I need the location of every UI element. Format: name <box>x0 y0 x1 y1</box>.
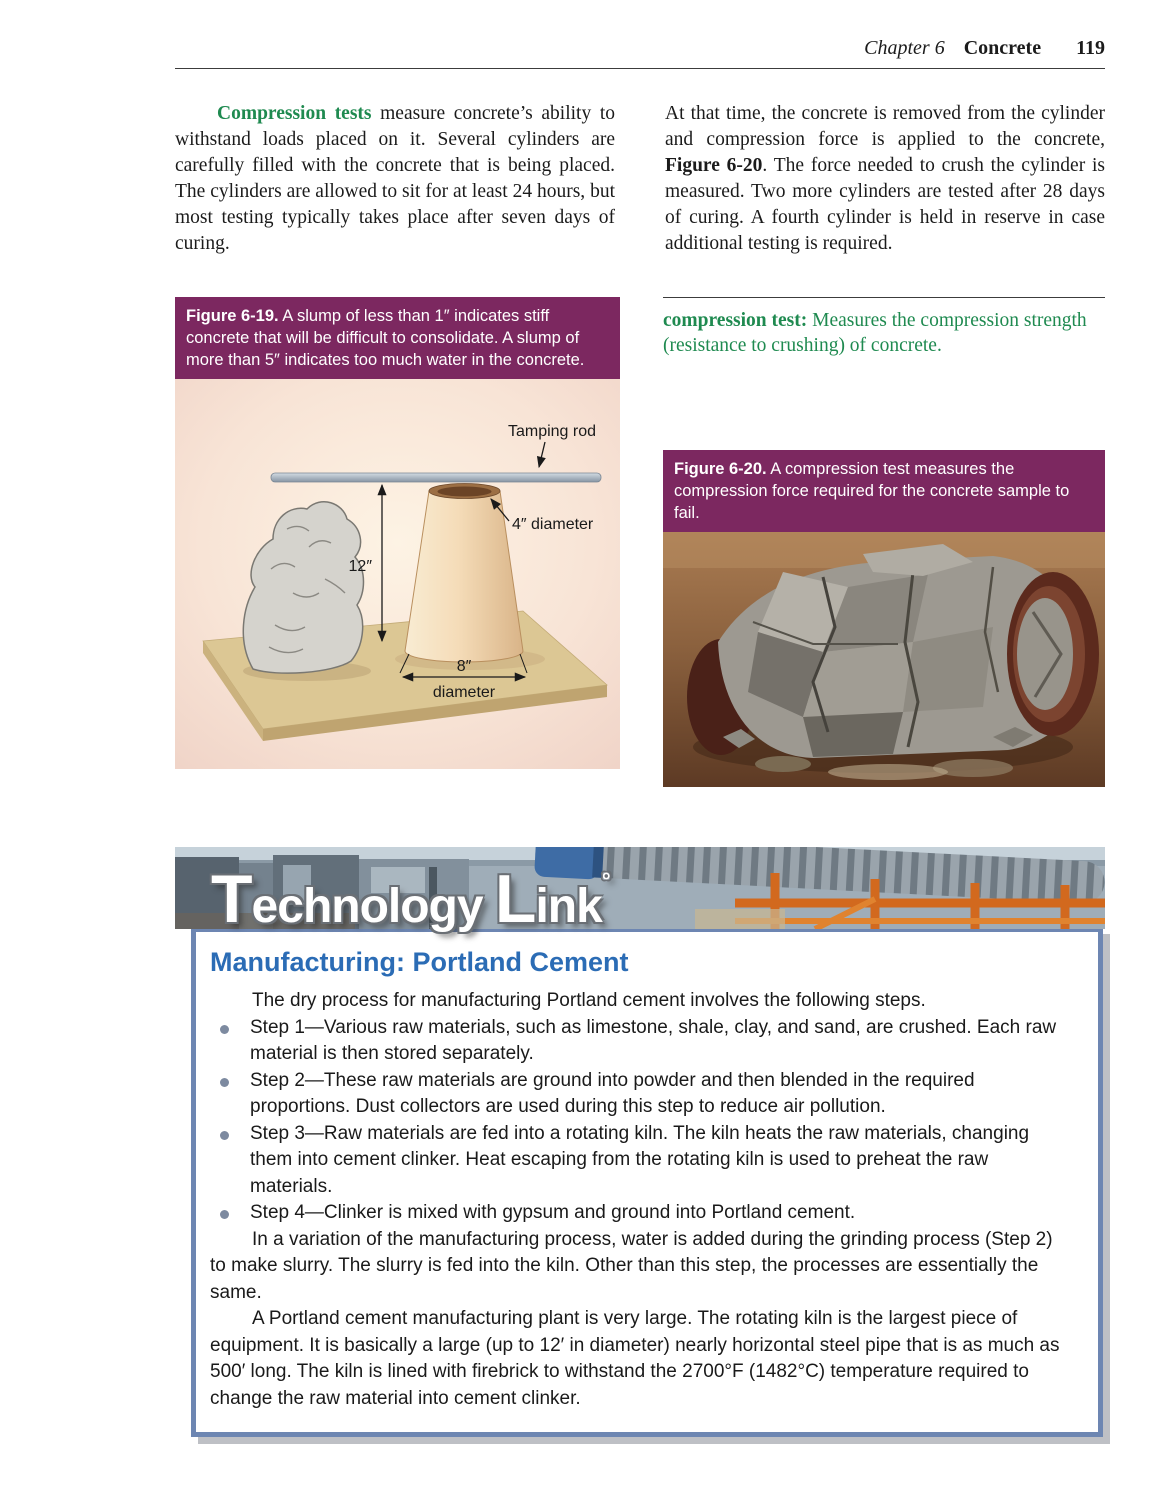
figure-caption-text: A compression test measures the compression force required for the concrete sample to fail. <box>674 460 1070 522</box>
figure-6-20 <box>663 450 1105 787</box>
page-number: 119 <box>1076 37 1105 59</box>
paragraph-compression-tests <box>175 101 615 257</box>
technology-link-banner <box>175 847 1105 937</box>
definition-term: compression test: <box>663 310 808 331</box>
banner-word-echnology: echnology <box>251 880 495 933</box>
technology-link-section <box>175 847 1105 1437</box>
crushed-cylinder-photo <box>663 532 1105 787</box>
chapter-label: Chapter 6 <box>864 37 945 59</box>
figure-reference: Figure 6-20 <box>665 155 763 176</box>
list-item-step-2 <box>210 1068 1068 1121</box>
right-column <box>663 297 1105 787</box>
step-text: Step 2—These raw materials are ground into powder and then blended in the required proportions. Dust collectors are used during this step to reduce air pollution. <box>250 1069 975 1117</box>
crushed-cylinder-image <box>663 532 1105 787</box>
height-label: 12″ <box>348 558 372 575</box>
manufacturing-steps-list <box>210 1015 1068 1227</box>
bottom-diameter-word: diameter <box>432 684 496 701</box>
figures-row <box>175 297 1105 787</box>
top-diameter-label: 4″ diameter <box>512 516 594 533</box>
tech-link-intro: The dry process for manufacturing Portland cement involves the following steps. <box>252 990 926 1011</box>
figure-6-20-caption <box>663 450 1105 532</box>
page-header <box>175 36 1105 60</box>
technology-link-box <box>191 927 1103 1437</box>
paragraph-text: . The force needed to crush the cylinder is measured. Two more cylinders are tested after 28 days of curing. A fourth cylinder is held in reserve in case additional testing is required. <box>665 155 1105 254</box>
tamping-rod <box>271 473 601 482</box>
step-text: Step 3—Raw materials are fed into a rotating kiln. The kiln heats the raw materials, changing them into cement clinker. Heat escaping from the rotating kiln is used to preheat the raw materials. <box>250 1122 1030 1197</box>
tamping-rod-label: Tamping rod <box>507 423 597 440</box>
list-item-step-4 <box>210 1200 1068 1227</box>
paragraph-at-that-time <box>665 101 1105 257</box>
definition-compression-test <box>663 297 1105 358</box>
body-columns <box>175 101 1105 257</box>
figure-caption-label: Figure 6-20. <box>674 460 767 478</box>
list-item-step-1 <box>210 1015 1068 1068</box>
step-text: Step 4—Clinker is mixed with gypsum and ground into Portland cement. <box>250 1202 856 1223</box>
list-item-step-3 <box>210 1121 1068 1201</box>
tech-link-paragraph-variation: In a variation of the manufacturing process, water is added during the grinding process (Step 2) to make slurry. The slurry is fed into the kiln. Other than this step, the processes are essentially the same. <box>210 1228 1053 1303</box>
slump-test-illustration <box>175 379 620 769</box>
banner-letter-t: T <box>211 861 252 937</box>
tech-link-heading: Manufacturing: Portland Cement <box>210 947 629 977</box>
keyword-compression-tests: Compression tests <box>217 103 372 124</box>
definition-text: Measures the compression strength (resistance to crushing) of concrete. <box>663 310 1087 356</box>
figure-caption-label: Figure 6-19. <box>186 307 279 325</box>
technology-link-title <box>211 861 611 937</box>
paragraph-text: measure concrete’s ability to withstand loads placed on it. Several cylinders are carefully filled with the concrete that is being placed. The cylinders are allowed to sit for at least 24 hours, but most testing typically takes place after seven days of curing. <box>175 103 615 254</box>
figure-6-19 <box>175 297 620 769</box>
banner-word-ink: ink <box>535 880 602 933</box>
banner-letter-l: L <box>494 861 536 937</box>
banner-trademark: ° <box>601 868 611 893</box>
header-rule <box>175 68 1105 69</box>
slump-test-diagram <box>175 379 620 769</box>
bottom-diameter-value: 8″ <box>456 658 472 675</box>
figure-caption-text: A slump of less than 1″ indicates stiff concrete that will be difficult to consolidate. A slump of more than 5″ indicates too much water in the concrete. <box>186 307 585 369</box>
figure-6-19-caption <box>175 297 620 379</box>
chapter-title: Concrete <box>963 37 1042 59</box>
tech-link-paragraph-plant: A Portland cement manufacturing plant is very large. The rotating kiln is the largest piece of equipment. It is basically a large (up to 12′ in diameter) nearly horizontal steel pipe that is as much as 500′ long. The kiln is lined with firebrick to withstand the 2700°F (1482°C) temperature required to change the raw material into cement clinker. <box>210 1308 1060 1409</box>
step-text: Step 1—Various raw materials, such as limestone, shale, clay, and sand, are crushed. Each raw material is then stored separately. <box>250 1016 1057 1064</box>
paragraph-text: At that time, the concrete is removed from the cylinder and compression force is applied to the concrete, <box>665 103 1105 150</box>
